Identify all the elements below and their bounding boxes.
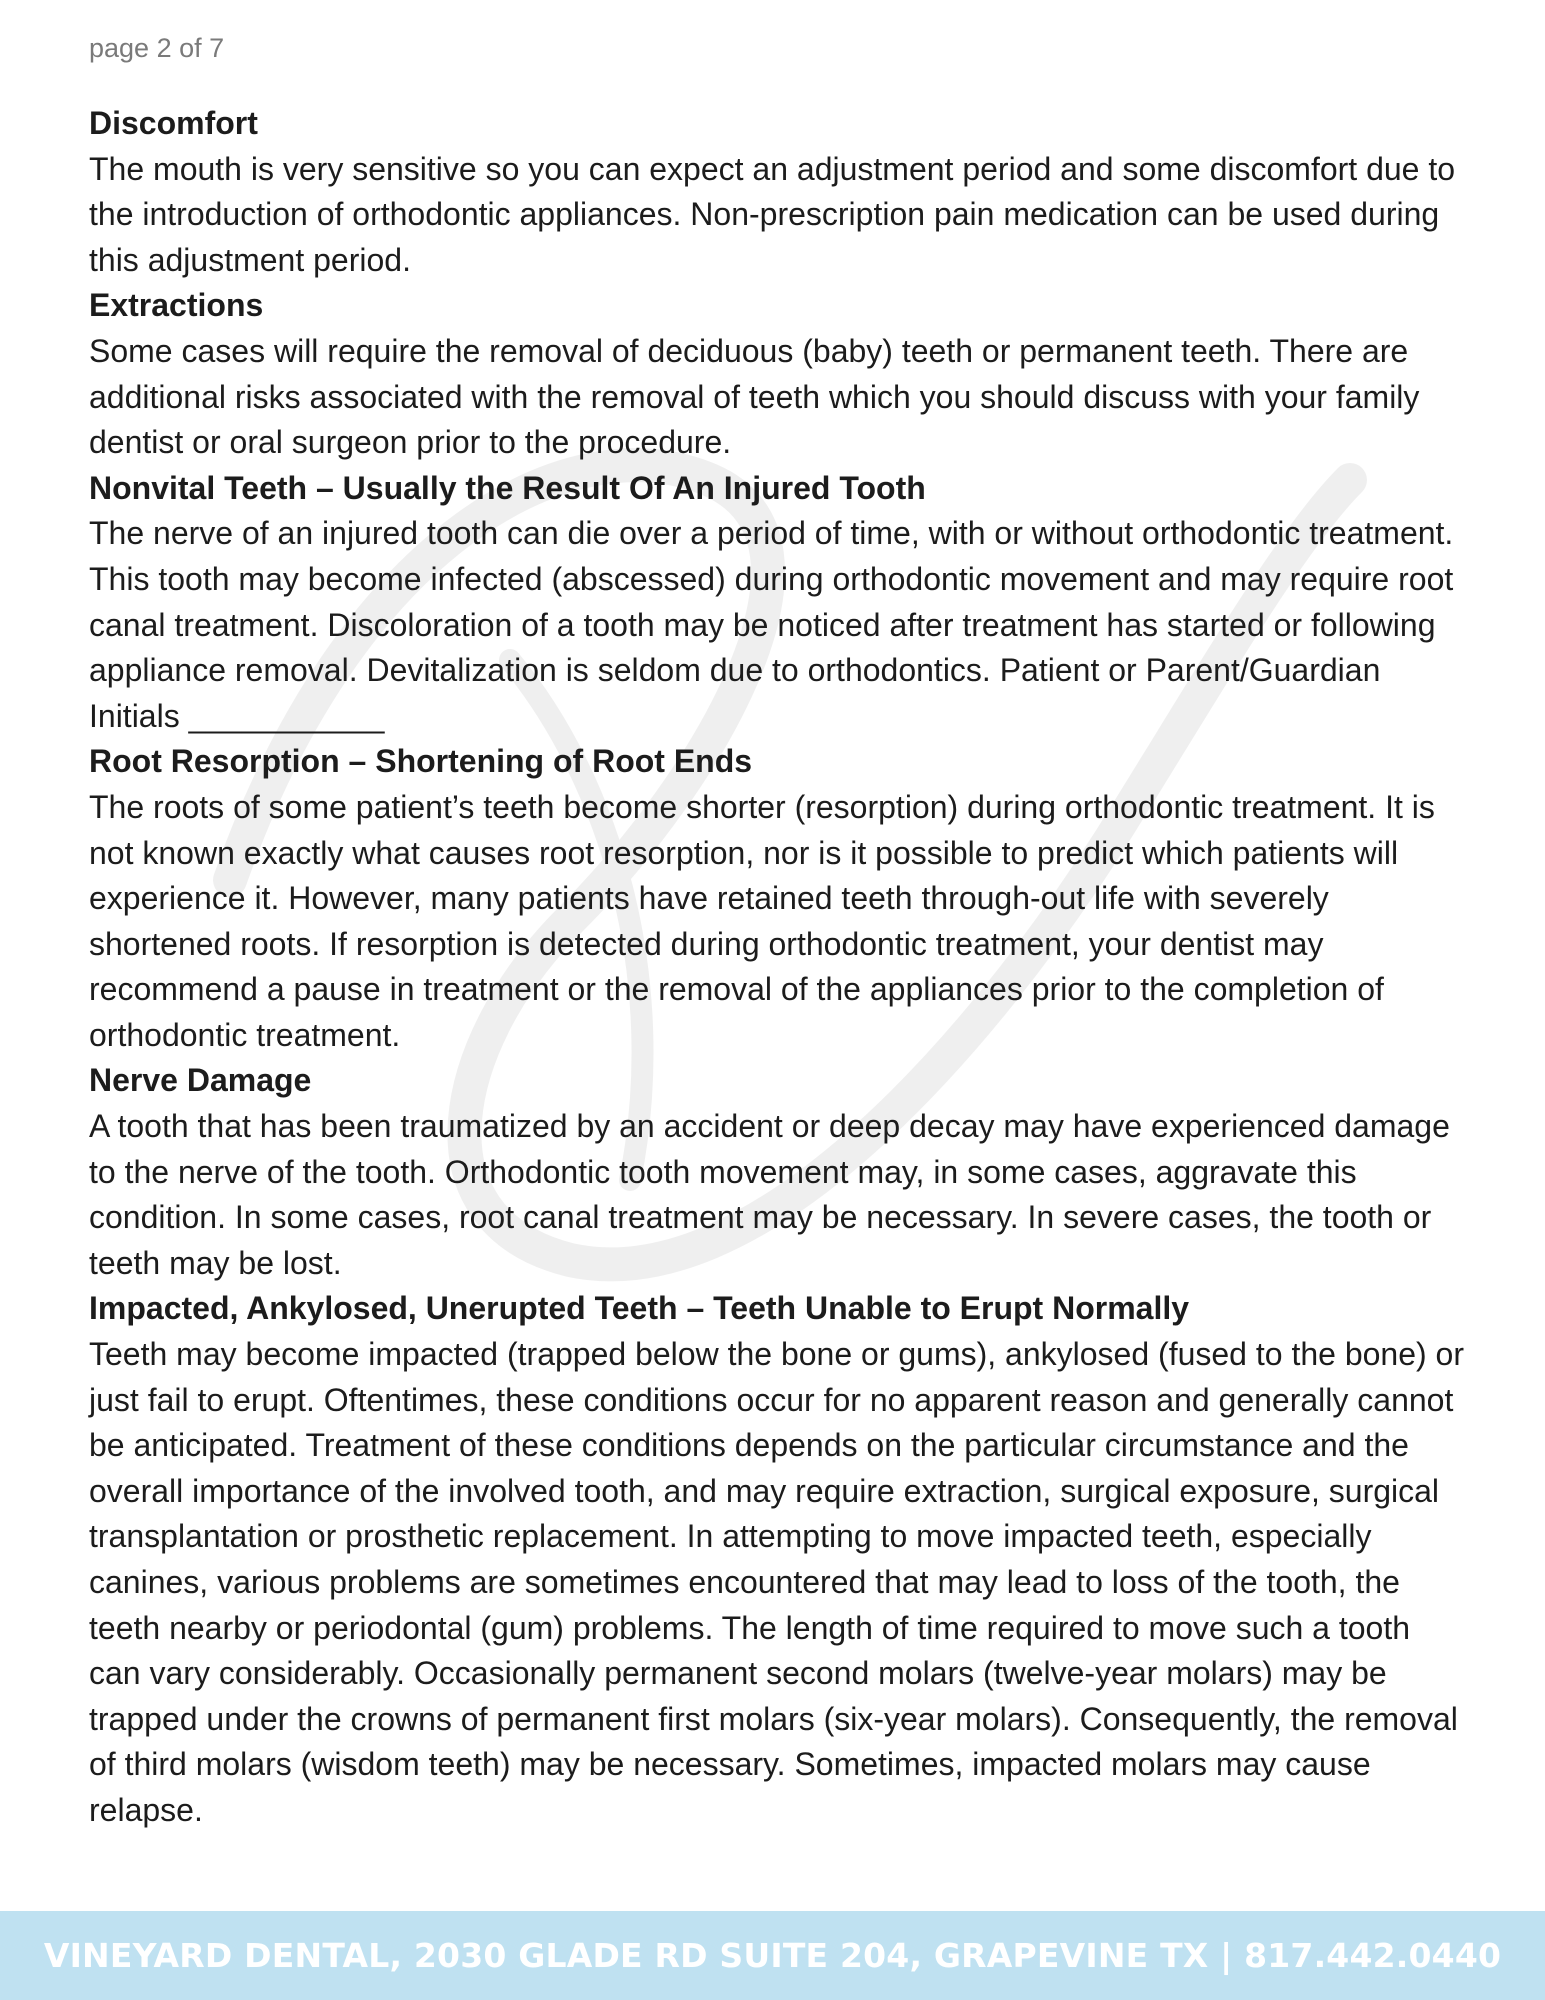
section-heading: Nonvital Teeth – Usually the Result Of An Injured Tooth [89,469,926,506]
section-impacted-teeth [89,1286,1469,1833]
section-discomfort [89,101,1469,283]
section-nonvital-teeth [89,466,1469,740]
section-body: The mouth is very sensitive so you can expect an adjustment period and some discomfort due to the introduction of orthodontic appliances. Non-prescription pain medication can be used during this adjustment period. [89,150,1456,278]
page-number: page 2 of 7 [89,33,225,63]
footer-bar [0,1911,1545,2000]
section-heading: Discomfort [89,105,258,141]
section-body: Teeth may become impacted (trapped below the bone or gums), ankylosed (fused to the bone) or just fail to erupt. Oftentimes, these conditions occur for no apparent reason and generally cannot be anticipated. Treatment of these conditions depends on the particular circumstance and the overall importance of the involved tooth, and may require extraction, surgical exposure, surgical transplantation or prosthetic replacement. In attempting to move impacted teeth, especially canines, various problems are sometimes encountered that may lead to loss of the tooth, the teeth nearby or periodontal (gum) problems. The length of time required to move such a tooth can vary considerably. Occasionally permanent second molars (twelve-year molars) may be trapped under the crowns of permanent first molars (six-year molars). Consequently, the removal of third molars (wisdom teeth) may be necessary. Sometimes, impacted molars may cause relapse. [89,1336,1464,1828]
section-root-resorption [89,739,1469,1058]
section-body: Some cases will require the removal of deciduous (baby) teeth or permanent teeth. There are additional risks associated with the removal of teeth which you should discuss with your family dentist or oral surgeon prior to the procedure. [89,332,1420,461]
section-extractions [89,283,1469,465]
section-heading: Extractions [89,287,264,324]
section-heading: Root Resorption – Shortening of Root Ends [89,743,753,780]
section-heading: Impacted, Ankylosed, Unerupted Teeth – Teeth Unable to Erupt Normally [89,1290,1190,1327]
section-nerve-damage [89,1058,1469,1286]
footer-contact-text: VINEYARD DENTAL, 2030 GLADE RD SUITE 204, GRAPEVINE TX | 817.442.0440 [43,1936,1502,1975]
section-body: A tooth that has been traumatized by an accident or deep decay may have experienced damage to the nerve of the tooth. Orthodontic tooth movement may, in some cases, aggravate this condition. In some cases, root canal treatment may be necessary. In severe cases, the tooth or teeth may be lost. [89,1108,1450,1281]
section-heading: Nerve Damage [89,1062,312,1099]
document-body [89,101,1469,1834]
section-body: The roots of some patient’s teeth become shorter (resorption) during orthodontic treatment. It is not known exactly what causes root resorption, nor is it possible to predict which patients will experience it. However, many patients have retained teeth through-out life with severely shortened roots. If resorption is detected during orthodontic treatment, your dentist may recommend a pause in treatment or the removal of the appliances prior to the completion of orthodontic treatment. [89,788,1435,1053]
section-body: The nerve of an injured tooth can die over a period of time, with or without orthodontic treatment. This tooth may become infected (abscessed) during orthodontic movement and may require root canal treatment. Discoloration of a tooth may be noticed after treatment has started or following appliance removal. Devitalization is seldom due to orthodontics. Patient or Parent/Guardian Initials ___________ [89,515,1454,734]
